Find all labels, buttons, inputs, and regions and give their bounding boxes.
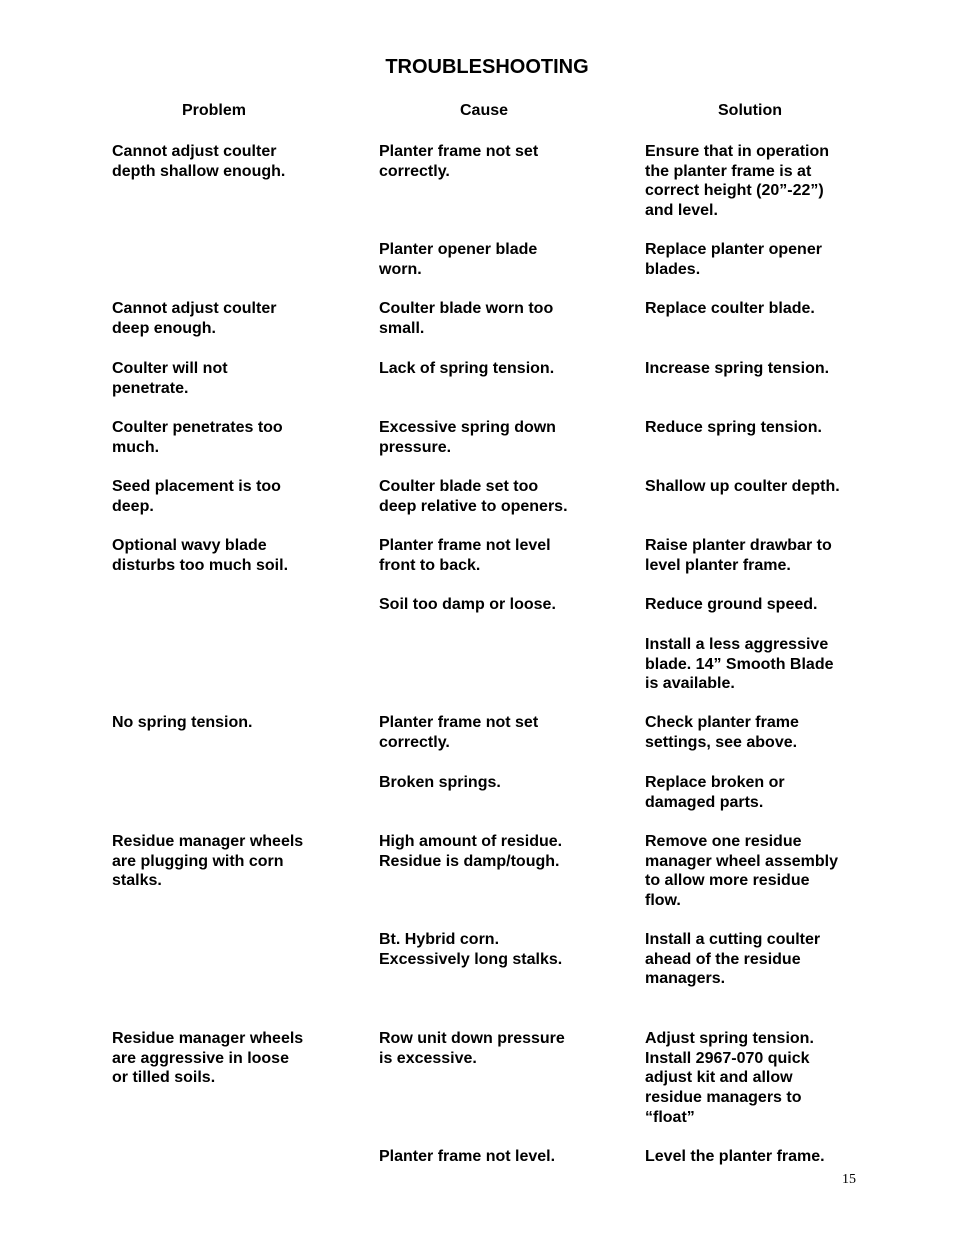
cause-cell: Planter frame not set correctly.: [379, 143, 539, 180]
problem-cell: Optional wavy blade disturbs too much soil.: [112, 537, 289, 574]
cause-cell: Excessive spring down pressure.: [379, 419, 556, 456]
solution-cell: Level the planter frame.: [645, 1148, 825, 1165]
problem-cell: Seed placement is too deep.: [112, 478, 281, 515]
cause-cell: Planter frame not set correctly.: [379, 714, 539, 751]
cause-cell: High amount of residue. Residue is damp/tough.: [379, 833, 563, 870]
problem-cell: Residue manager wheels are aggressive in loose or tilled soils.: [112, 1030, 304, 1087]
cause-cell: Planter opener blade worn.: [379, 241, 538, 278]
cause-cell: Planter frame not level front to back.: [379, 537, 551, 574]
cause-cell: Row unit down pressure is excessive.: [379, 1030, 565, 1067]
solution-cell: Replace coulter blade.: [645, 300, 815, 317]
solution-cell: Install a less aggressive blade. 14” Smooth Blade is available.: [645, 636, 834, 693]
problem-cell: Residue manager wheels are plugging with corn stalks.: [112, 833, 304, 890]
solution-cell: Install a cutting coulter ahead of the residue managers.: [645, 931, 821, 988]
solution-cell: Shallow up coulter depth.: [645, 478, 840, 495]
cause-cell: Bt. Hybrid corn. Excessively long stalks.: [379, 931, 563, 968]
solution-cell: Replace broken or damaged parts.: [645, 774, 785, 811]
solution-cell: Reduce ground speed.: [645, 596, 818, 613]
problem-cell: Cannot adjust coulter deep enough.: [112, 300, 277, 337]
solution-cell: Ensure that in operation the planter frame is at correct height (20”-22”) and level.: [645, 143, 830, 220]
cause-cell: Coulter blade worn too small.: [379, 300, 554, 337]
cause-cell: Broken springs.: [379, 774, 501, 791]
solution-cell: Adjust spring tension. Install 2967-070 quick adjust kit and allow residue managers to “float”: [645, 1030, 814, 1126]
page-number: 15: [842, 1172, 856, 1187]
cause-cell: Lack of spring tension.: [379, 360, 555, 377]
problem-cell: No spring tension.: [112, 714, 253, 731]
solution-cell: Check planter frame settings, see above.: [645, 714, 799, 751]
problem-cell: Coulter penetrates too much.: [112, 419, 283, 456]
problem-cell: Coulter will not penetrate.: [112, 360, 228, 397]
solution-cell: Replace planter opener blades.: [645, 241, 822, 278]
cause-header: Cause: [459, 102, 509, 119]
cause-cell: Soil too damp or loose.: [379, 596, 556, 613]
solution-header: Solution: [718, 102, 782, 119]
cause-cell: Coulter blade set too deep relative to openers.: [379, 478, 568, 515]
solution-cell: Remove one residue manager wheel assembly to allow more residue flow.: [645, 833, 838, 910]
problem-header: Problem: [181, 102, 246, 119]
solution-cell: Increase spring tension.: [645, 360, 830, 377]
cause-cell: Planter frame not level.: [379, 1148, 556, 1165]
solution-cell: Raise planter drawbar to level planter frame.: [645, 537, 832, 574]
solution-cell: Reduce spring tension.: [645, 419, 822, 436]
page-title: TROUBLESHOOTING: [385, 56, 589, 78]
problem-cell: Cannot adjust coulter depth shallow enough.: [112, 143, 286, 180]
